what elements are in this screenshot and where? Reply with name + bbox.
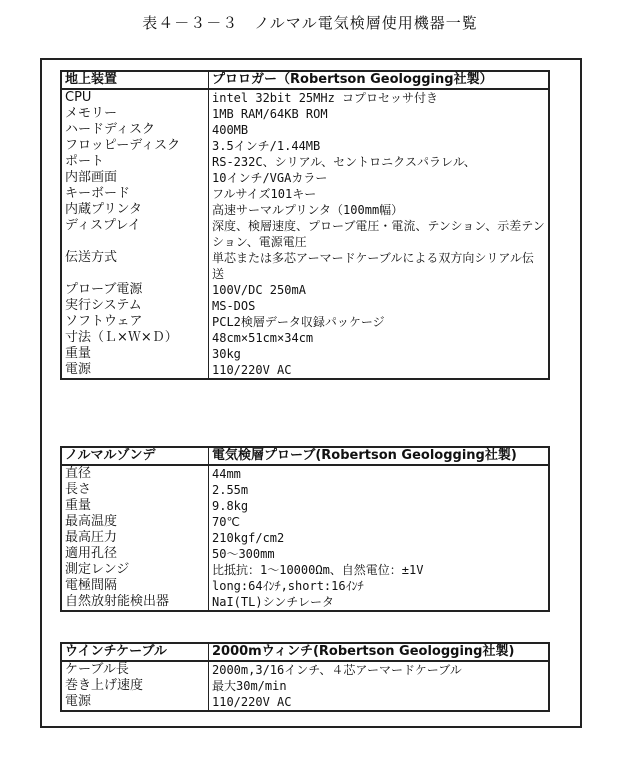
row-key: プローブ電源 [61,282,209,298]
table-row [61,298,549,314]
row-value: 48cm×51cm×34cm [209,330,550,346]
table-header-row [61,447,549,465]
row-value: 400MB [209,122,550,138]
row-value: 単芯または多芯アーマードケーブルによる双方向シリアル伝送 [209,250,550,282]
table-row [61,330,549,346]
table-header-row [61,643,549,661]
row-value: MS-DOS [209,298,550,314]
header-key: ノルマルゾンデ [61,447,209,465]
table-row [61,89,549,106]
row-key: 巻き上げ速度 [61,678,209,694]
winch-cable-table [60,642,550,712]
table-row [61,594,549,611]
row-key: 内部画面 [61,170,209,186]
row-value: 50～300mm [209,546,550,562]
table-row [61,154,549,170]
row-key: 最高圧力 [61,530,209,546]
table-row [61,530,549,546]
table-caption: 表４－３－３ ノルマル電気検層使用機器一覧 [142,14,478,32]
row-key: キーボード [61,186,209,202]
table-row [61,678,549,694]
table-row [61,362,549,379]
row-key: CPU [61,89,209,106]
table-row [61,346,549,362]
table-row [61,562,549,578]
table-row [61,218,549,250]
header-key: 地上装置 [61,71,209,89]
row-key: ソフトウェア [61,314,209,330]
table-row [61,482,549,498]
row-value: NaI(TL)シンチレータ [209,594,550,611]
table-row [61,314,549,330]
header-value: プロロガー（Robertson Geologging社製） [209,71,550,89]
row-value: 1MB RAM/64KB ROM [209,106,550,122]
row-key: 適用孔径 [61,546,209,562]
table-row [61,661,549,678]
row-key: 重量 [61,498,209,514]
header-value: 2000mウィンチ(Robertson Geologging社製) [209,643,550,661]
row-key: 実行システム [61,298,209,314]
row-value: 高速サーマルプリンタ（100mm幅） [209,202,550,218]
row-key: 自然放射能検出器 [61,594,209,611]
row-value: 最大30m/min [209,678,550,694]
row-value: 100V/DC 250mA [209,282,550,298]
table-row [61,498,549,514]
row-key: ディスプレイ [61,218,209,250]
row-key: 重量 [61,346,209,362]
row-key: 最高温度 [61,514,209,530]
row-key: 直径 [61,465,209,482]
table-row [61,186,549,202]
row-value: 3.5インチ/1.44MB [209,138,550,154]
table-row [61,170,549,186]
row-key: 伝送方式 [61,250,209,282]
row-key: 寸法（Ｌ×Ｗ×Ｄ） [61,330,209,346]
row-value: 2.55m [209,482,550,498]
row-key: 電極間隔 [61,578,209,594]
row-key: 電源 [61,694,209,711]
row-value: intel 32bit 25MHz コプロセッサ付き [209,89,550,106]
row-value: 30kg [209,346,550,362]
row-value: 10インチ/VGAカラー [209,170,550,186]
row-key: 内蔵プリンタ [61,202,209,218]
row-value: 110/220V AC [209,362,550,379]
table-row [61,578,549,594]
header-value: 電気検層プローブ(Robertson Geologging社製) [209,447,550,465]
ground-equipment-table [60,70,550,380]
row-value: 比抵抗：1～10000Ωm、自然電位：±1V [209,562,550,578]
row-value: 44mm [209,465,550,482]
row-key: フロッピーディスク [61,138,209,154]
row-value: long:64ｲﾝﾁ,short:16ｲﾝﾁ [209,578,550,594]
row-key: 長さ [61,482,209,498]
table-row [61,250,549,282]
row-value: PCL2検層データ収録パッケージ [209,314,550,330]
table-row [61,694,549,711]
table-row [61,122,549,138]
table-row [61,514,549,530]
table-row [61,202,549,218]
row-value: 70℃ [209,514,550,530]
table-row [61,106,549,122]
row-value: 210kgf/cm2 [209,530,550,546]
normal-sonde-table [60,446,550,612]
row-key: 測定レンジ [61,562,209,578]
row-key: 電源 [61,362,209,379]
row-value: 2000m,3/16インチ、４芯アーマードケーブル [209,661,550,678]
table-row [61,546,549,562]
row-key: メモリー [61,106,209,122]
table-row [61,465,549,482]
table-header-row [61,71,549,89]
row-key: ポート [61,154,209,170]
row-value: フルサイズ101キー [209,186,550,202]
row-value: 9.8kg [209,498,550,514]
table-row [61,282,549,298]
table-row [61,138,549,154]
row-value: RS-232C、シリアル、セントロニクスパラレル、 [209,154,550,170]
row-key: ハードディスク [61,122,209,138]
row-value: 深度、検層速度、プローブ電圧・電流、テンション、示差テンション、電源電圧 [209,218,550,250]
header-key: ウインチケーブル [61,643,209,661]
row-key: ケーブル長 [61,661,209,678]
row-value: 110/220V AC [209,694,550,711]
